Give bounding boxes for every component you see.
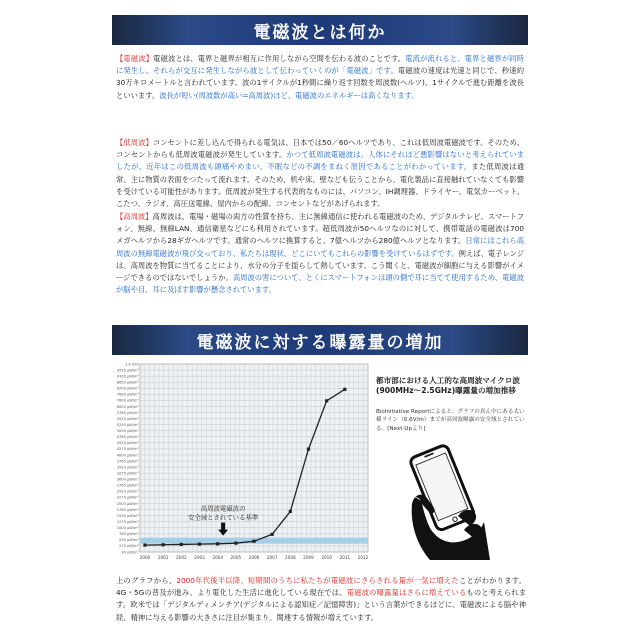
paragraph-low-frequency — [116, 137, 524, 210]
y-tick-label: 1.9 V/m — [124, 362, 139, 367]
p4-run-2: ことがわかります。4G・5Gの普及が進み、より電化した生活に進化している現在では、 — [116, 576, 526, 598]
p3-run-3: 例えば、電子レンジは、高周波を物質に当てることにより、水分の分子を揺らして熱しています。こう聞くと、電磁波が細胞に与える影響がイメージできるのではないでしょうか。 — [116, 248, 524, 283]
y-tick-label: 6000 μW/m² — [116, 404, 139, 409]
y-tick-label: 9100 μW/m² — [116, 374, 139, 379]
y-tick-label: 3520 μW/m² — [116, 465, 139, 470]
p1-run-1: 電磁波とは、電界と磁界が相互に作用しながら空間を伝わる波のことです。 — [153, 54, 406, 63]
x-tick-label: 2011 — [339, 555, 351, 560]
y-tick-label: 1765 μW/m² — [116, 507, 139, 512]
data-point — [343, 388, 346, 391]
data-point — [216, 542, 219, 545]
x-tick-label: 2007 — [266, 555, 278, 560]
x-tick-label: 2006 — [248, 555, 260, 560]
paragraph-em-wave — [116, 53, 524, 102]
p4-run-3: 電磁波の曝露量はさらに増えている — [346, 588, 467, 598]
x-tick-label: 2004 — [212, 555, 224, 560]
p2-run-2: かつて低周波電磁波は、人体にそれほど悪影響はないと考えられていましたが、近年はこの低周波も頭痛やめまい、不眠などの不調をまねく原因であることがわかっています。 — [116, 150, 525, 172]
y-tick-label: 4520 μW/m² — [116, 441, 139, 446]
section-title: 電磁波とは何か — [253, 22, 387, 43]
data-point — [234, 542, 237, 545]
y-tick-label: 2520 μW/m² — [116, 489, 139, 494]
x-tick-label: 2002 — [175, 555, 187, 560]
p1-run-4: 波長が短い(周波数が高い=高周波)ほど、電磁波のエネルギーは高くなります。 — [159, 90, 419, 100]
y-tick-label: 3000 μW/m² — [116, 477, 139, 482]
y-tick-label: 3765 μW/m² — [116, 459, 139, 464]
y-tick-label: 3275 μW/m² — [116, 471, 139, 476]
p3-run-0: 【高周波】 — [116, 212, 153, 221]
y-tick-label: 8650 μW/m² — [116, 380, 139, 385]
y-tick-label: 9550 μW/m² — [116, 368, 139, 373]
exposure-line-chart — [112, 356, 374, 568]
x-tick-label: 2008 — [284, 555, 296, 560]
y-tick-label: 4765 μW/m² — [116, 435, 139, 440]
y-tick-label: 2765 μW/m² — [116, 483, 139, 488]
x-tick-label: 2000 — [139, 555, 151, 560]
y-tick-label: 2275 μW/m² — [116, 495, 139, 500]
y-tick-label: 2000 μW/m² — [116, 501, 139, 506]
section-title: 電磁波に対する曝露量の増加 — [196, 332, 444, 353]
y-tick-label: 30 μW/m² — [121, 550, 139, 555]
y-tick-label: 7600 μW/m² — [116, 392, 139, 397]
chart-canvas — [112, 356, 374, 568]
data-point — [162, 543, 165, 546]
chart-caption-description: BioInitiative Reportによると、グラフの真ん中にある太い横ライン（0.6V/m）までが高周波曝露の安全域とされている。[Next-Upより] — [376, 409, 525, 432]
section-title-banner — [112, 325, 528, 355]
p4-run-1: 2000年代後半以降、短期間のうちに私たちが電磁波にさらされる量が一気に増えた — [176, 576, 459, 585]
y-tick-label: 1000 μW/m² — [116, 526, 139, 531]
y-tick-label: 8200 μW/m² — [116, 386, 139, 391]
x-tick-label: 2001 — [157, 555, 169, 560]
x-tick-label: 2003 — [194, 555, 205, 560]
p1-run-0: 【電磁波】 — [116, 54, 154, 63]
data-point — [198, 543, 201, 546]
x-tick-label: 2009 — [303, 555, 314, 560]
safety-band-label-line2: 安全域とされている基準 — [187, 513, 259, 522]
y-tick-label: 520 μW/m² — [119, 538, 139, 543]
p4-run-4: ものと考えられます。欧米では「デジタルディメンチア(デジタルによる認知症／記憶障害)」という言葉ができるほどに、電磁波による脳や神経、精神に与える影響の大きさに注目が集まり、関連する情報が増えています。 — [116, 588, 527, 622]
paragraph-exposure-summary — [116, 575, 526, 624]
p1-run-3: 電磁波の速度は光速と同じで、秒速約30万キロメートルと言われています。波の1サイクルが1秒間に繰り返す回数を周波数(ヘルツ)、1サイクルで進む距離を波長といいます。 — [116, 66, 525, 100]
section-title-banner — [112, 15, 528, 45]
p2-run-0: 【低周波】 — [116, 138, 153, 147]
p2-run-1: コンセントに差し込んで得られる電気は、日本では50／60ヘルツであり、これは低周波電磁波です。そのため、コンセントからも低周波電磁波が発生しています。 — [116, 138, 525, 160]
p4-run-0: 上のグラフから、 — [116, 576, 177, 585]
y-tick-label: 270 μW/m² — [119, 544, 139, 549]
data-point — [307, 448, 310, 451]
y-tick-label: 1520 μW/m² — [116, 513, 139, 518]
y-tick-label: 4000 μW/m² — [116, 453, 139, 458]
y-tick-label: 7000 μW/m² — [116, 398, 139, 403]
y-tick-label: 5000 μW/m² — [116, 429, 139, 434]
data-point — [252, 540, 255, 543]
data-point — [271, 533, 274, 536]
data-point — [289, 510, 292, 513]
p3-run-2: 日常にはこれら高周波の無線電磁波が飛び交っており、私たちは現状、どこにいてもこれらの影響を受けているはずです。 — [116, 236, 525, 258]
y-tick-label: 4275 μW/m² — [116, 447, 139, 452]
chart-caption-title: 都市部における人工的な高周波マイクロ波(900MHz〜2.5GHz)曝露量の増加推移 — [376, 376, 520, 395]
y-tick-label: 5520 μW/m² — [116, 416, 139, 421]
y-tick-label: 1275 μW/m² — [116, 519, 139, 524]
x-tick-label: 2012 — [357, 555, 369, 560]
y-tick-label: 5250 μW/m² — [116, 422, 139, 427]
data-point — [180, 543, 183, 546]
data-point — [325, 399, 328, 402]
y-tick-label: 5765 μW/m² — [116, 410, 139, 415]
paragraph-high-frequency — [116, 211, 524, 296]
hand-holding-phone-icon — [400, 442, 492, 560]
p3-run-4: 高周波の害について、とくにスマートフォンは頭の側で耳に当てて使用するため、電磁波が脳や目、耳に及ぼす影響が懸念されています。 — [116, 273, 524, 295]
x-tick-label: 2005 — [230, 555, 242, 560]
data-point — [143, 543, 146, 546]
safety-band-label-line1: 高周波電磁波の — [200, 504, 246, 513]
y-tick-label: 760 μW/m² — [119, 532, 139, 537]
x-tick-label: 2010 — [321, 555, 333, 560]
p1-run-2: 電流が流れると、電界と磁界が同時に発生し、それらが交互に発生しながら波として伝わっていくのが「電磁波」です。 — [116, 54, 524, 76]
p2-run-3: また低周波は通常、主に物質の表面をつたって流れます。そのため、机や床、壁なども伝うことから、電化製品に直接触れていなくても影響を受けている可能性があります。低周波が発生する代表的なものには、パソコン、IH調理器、ドライヤー、電気カーペット、こたつ、ラジオ、高圧送電線、屋内からの配線、コンセントなどがあげられます。 — [116, 162, 524, 209]
p3-run-1: 高周波は、電場・磁場の両方の性質を持ち、主に無線通信に使われる電磁波のため、デジタルテレビ、スマートフォン、無線、無線LAN、通信衛星などにも利用されています。超低周波が50ヘルツなのに対して、携帯電話の電磁波は700メガヘルツから28ギガヘルツです。通常のヘルツに換算すると、7億ヘルツから280億ヘルツとなります。 — [116, 212, 524, 246]
